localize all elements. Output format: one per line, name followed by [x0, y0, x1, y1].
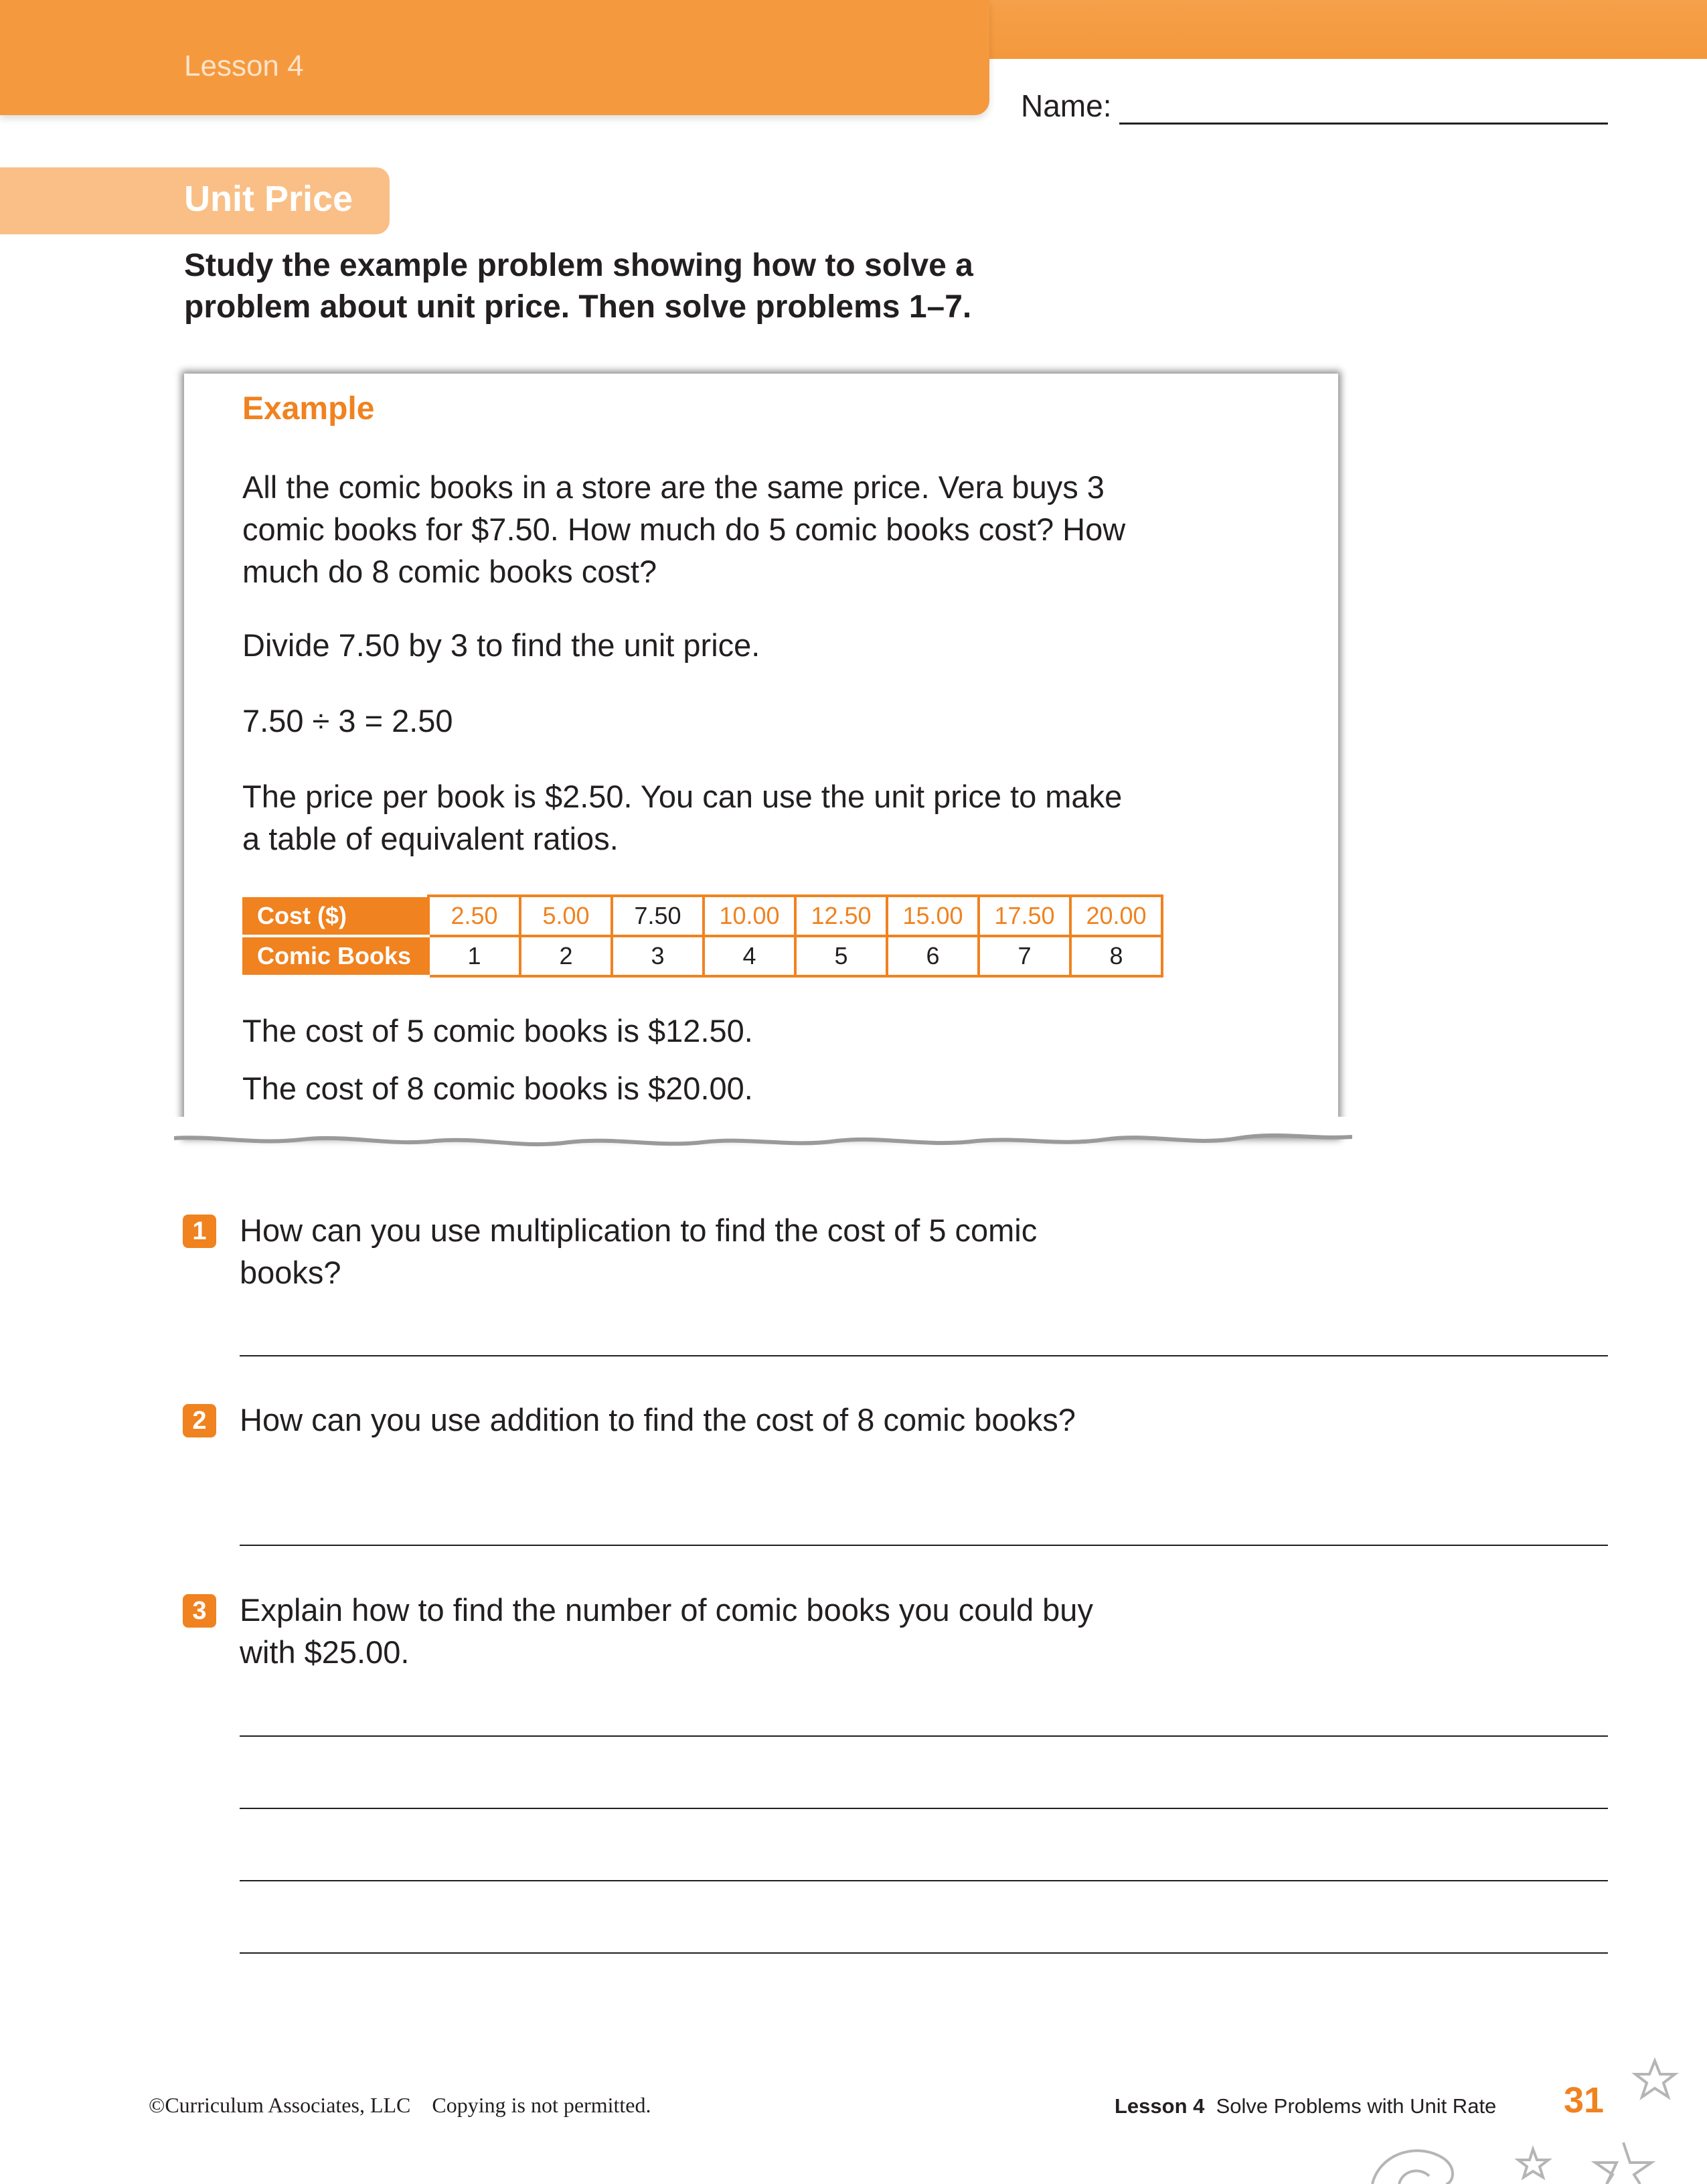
cost-header: Cost ($): [244, 896, 428, 936]
footer-copyright: ©Curriculum Associates, LLC Copying is not permitted.: [149, 2093, 651, 2117]
question-number-badge: 1: [183, 1215, 216, 1248]
example-conclusion-8: The cost of 8 comic books is $20.00.: [242, 1071, 753, 1106]
question-number-badge: 2: [183, 1404, 216, 1437]
answer-line-q2[interactable]: [240, 1545, 1608, 1546]
example-equation: 7.50 ÷ 3 = 2.50: [242, 703, 453, 738]
books-cell: 1: [428, 936, 520, 976]
lesson-tab: [0, 0, 989, 115]
cost-cell: 5.00: [520, 896, 612, 936]
books-cell: 4: [704, 936, 795, 976]
question-number-badge: 3: [183, 1594, 216, 1628]
books-cell: 3: [612, 936, 704, 976]
books-cell: 6: [887, 936, 979, 976]
footer-lesson-number: Lesson 4: [1115, 2094, 1205, 2118]
example-problem: All the comic books in a store are the same price. Vera buys 3 comic books for $7.50. How much do 5 comic books cost? How much do 8 comic books cost?: [242, 469, 1126, 589]
page-number: 31: [1564, 2080, 1605, 2120]
answer-line-q3[interactable]: [240, 1808, 1608, 1809]
name-field[interactable]: [1119, 123, 1608, 125]
cost-cell: 20.00: [1070, 896, 1162, 936]
answer-line-q3[interactable]: [240, 1735, 1608, 1737]
cost-row: [244, 896, 1162, 936]
books-cell: 5: [795, 936, 887, 976]
books-cell: 2: [520, 936, 612, 976]
question-1-text: How can you use multiplication to find the cost of 5 comic books?: [240, 1213, 1038, 1290]
cost-cell: 12.50: [795, 896, 887, 936]
cost-cell: 7.50: [612, 896, 704, 936]
question-3-text: Explain how to find the number of comic books you could buy with $25.00.: [240, 1592, 1093, 1670]
cost-cell: 10.00: [704, 896, 795, 936]
example-heading: Example: [242, 391, 375, 426]
answer-line-q3[interactable]: [240, 1952, 1608, 1954]
ratio-table: [242, 894, 1163, 978]
example-step-divide: Divide 7.50 by 3 to find the unit price.: [242, 627, 760, 663]
example-conclusion-5: The cost of 5 comic books is $12.50.: [242, 1013, 753, 1048]
answer-line-q1[interactable]: [240, 1355, 1608, 1356]
cost-cell: 2.50: [428, 896, 520, 936]
cost-cell: 17.50: [979, 896, 1070, 936]
instructions: Study the example problem showing how to solve a problem about unit price. Then solve problems 1–7.: [184, 248, 973, 325]
books-row: [244, 936, 1162, 976]
section-title: Unit Price: [184, 179, 353, 219]
books-cell: 7: [979, 936, 1070, 976]
torn-edge: [174, 1117, 1352, 1170]
example-step-table: The price per book is $2.50. You can use the unit price to make a table of equivalent ratios.: [242, 779, 1123, 856]
question-2-text: How can you use addition to find the cost of 8 comic books?: [240, 1402, 1076, 1437]
cost-cell: 15.00: [887, 896, 979, 936]
star-decoration-icon: [1359, 2049, 1707, 2184]
books-cell: 8: [1070, 936, 1162, 976]
answer-line-q3[interactable]: [240, 1880, 1608, 1881]
lesson-label: Lesson 4: [184, 50, 304, 82]
name-label: Name:: [1021, 88, 1112, 123]
footer-lesson-title: Solve Problems with Unit Rate: [1216, 2094, 1497, 2118]
books-header: Comic Books: [244, 936, 428, 976]
